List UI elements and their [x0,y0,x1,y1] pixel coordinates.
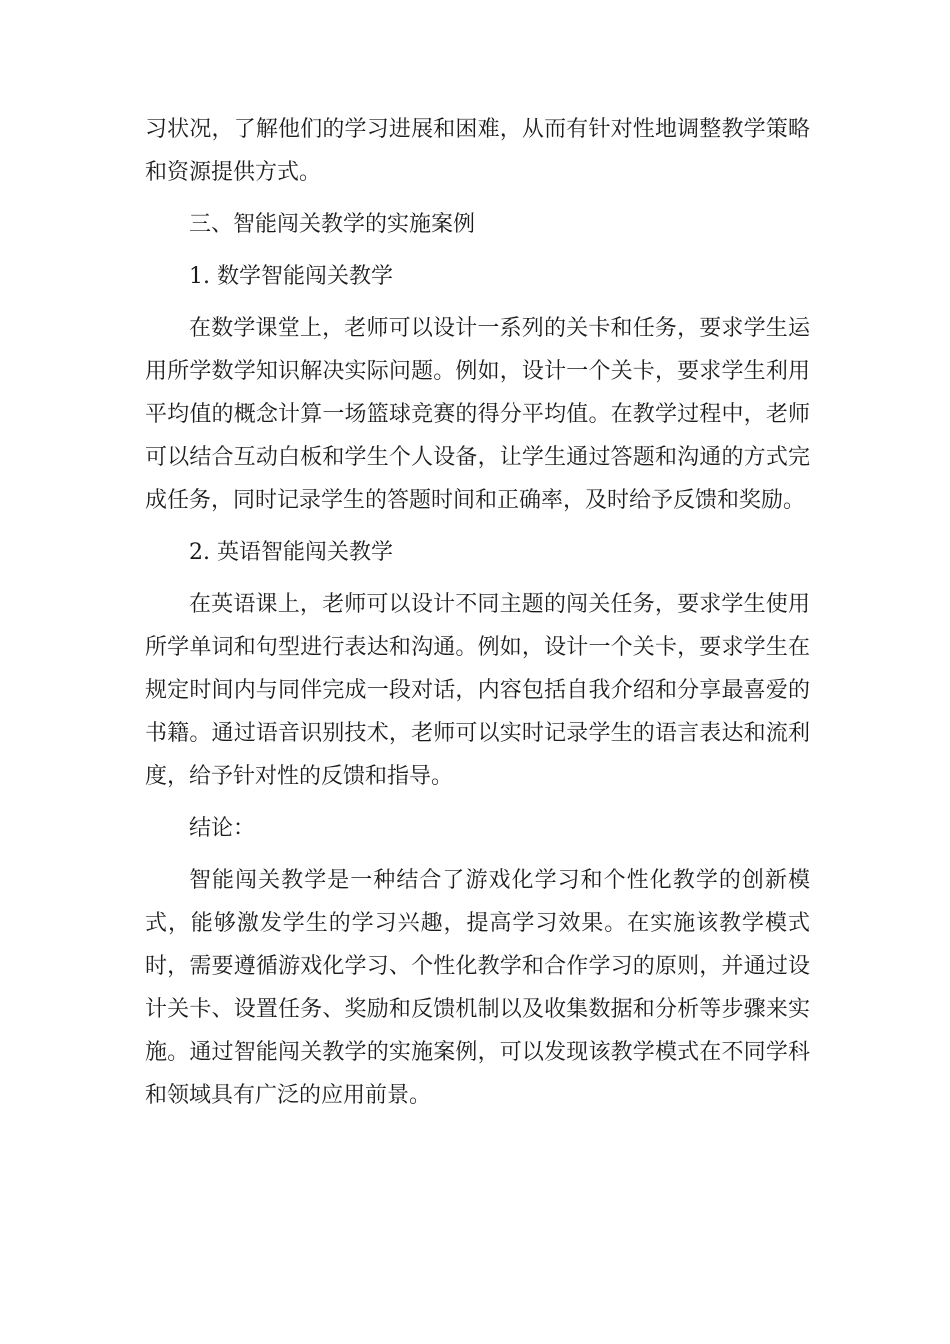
paragraph-conclusion: 智能闯关教学是一种结合了游戏化学习和个性化教学的创新模式，能够激发学生的学习兴趣，提高学习效果。在实施该教学模式时，需要遵循游戏化学习、个性化教学和合作学习的原则，并通过设计关卡、设置任务、奖励和反馈机制以及收集数据和分析等步骤来实施。通过智能闯关教学的实施案例，可以发现该教学模式在不同学科和领域具有广泛的应用前景。 [145,868,810,1108]
document-body [145,108,810,1117]
section-heading: 三、智能闯关教学的实施案例 [189,212,476,237]
conclusion-heading: 结论： [189,816,256,841]
subsection-heading-math: 1. 数学智能闯关教学 [189,264,393,289]
paragraph-math-case: 在数学课堂上，老师可以设计一系列的关卡和任务，要求学生运用所学数学知识解决实际问题。例如，设计一个关卡，要求学生利用平均值的概念计算一场篮球竞赛的得分平均值。在教学过程中，老师可以结合互动白板和学生个人设备，让学生通过答题和沟通的方式完成任务，同时记录学生的答题时间和正确率，及时给予反馈和奖励。 [145,316,810,513]
paragraph-english-case: 在英语课上，老师可以设计不同主题的闯关任务，要求学生使用所学单词和句型进行表达和沟通。例如，设计一个关卡，要求学生在规定时间内与同伴完成一段对话，内容包括自我介绍和分享最喜爱的书籍。通过语音识别技术，老师可以实时记录学生的语言表达和流利度，给予针对性的反馈和指导。 [145,592,810,789]
paragraph-continuation: 习状况，了解他们的学习进展和困难，从而有针对性地调整教学策略和资源提供方式。 [145,117,810,185]
subsection-heading-english: 2. 英语智能闯关教学 [189,540,393,565]
